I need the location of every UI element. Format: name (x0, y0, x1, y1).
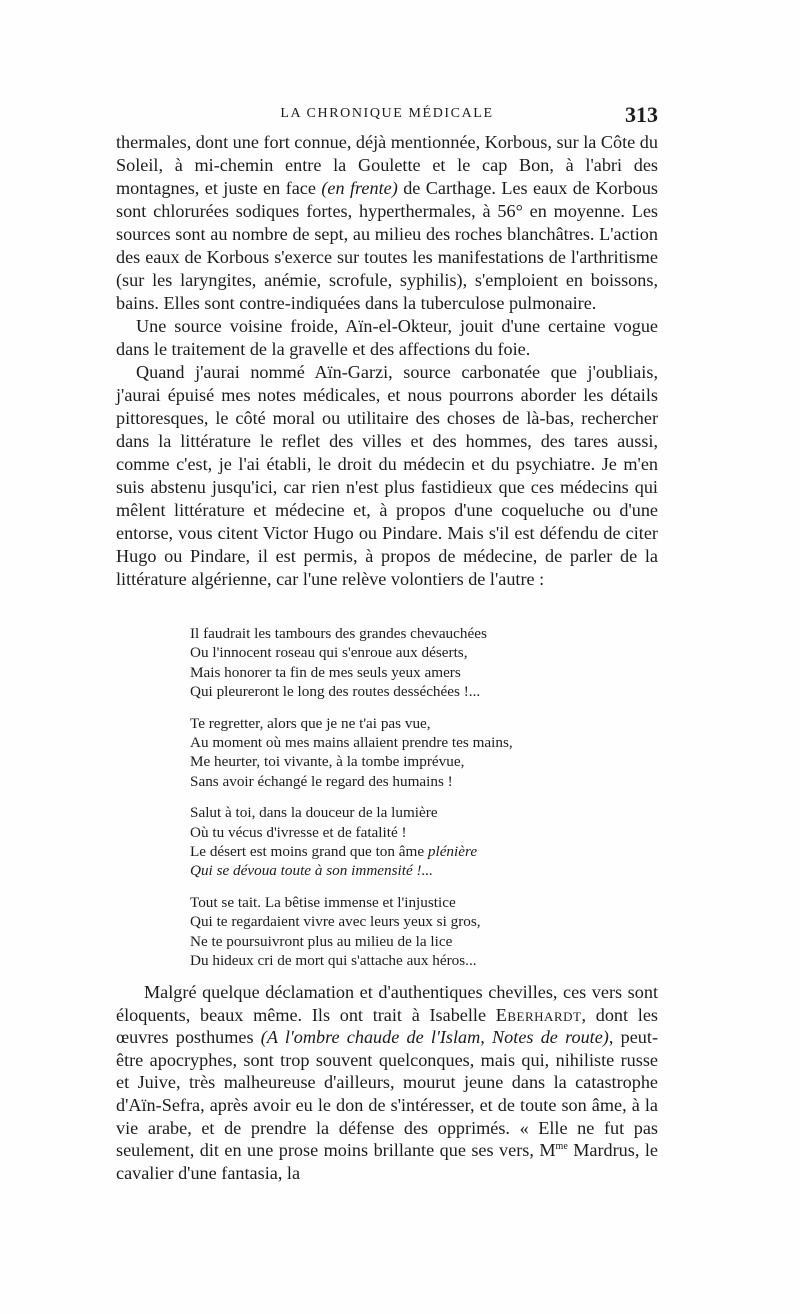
poem-verse: Salut à toi, dans la douceur de la lumière (190, 804, 438, 822)
page-header (116, 102, 658, 130)
poem-verse-italic: plénière (427, 843, 478, 861)
paragraph-1-part-2: de Carthage. Les eaux de Korbous sont chlorurées sodiques fortes, hyperthermales, à 56° en moyenne. Les sources sont au nombre de sept, au milieu des roches blanchâtres. L'action des eaux de Korbous s'exerce sur toutes les manifestations de l'arthritisme (sur les laryngites, anémie, scrofule, syphilis), s'emploient en boissons, bains. Elles sont contre-indiquées dans la tuberculose pulmonaire. (116, 178, 659, 313)
commentary-part-2: , dont les œuvres posthumes (116, 1004, 658, 1048)
paragraph-ain-el-okteur: Une source voisine froide, Aïn-el-Okteur, jouit d'une certaine vogue dans le traitement de la gravelle et des affections du foie. (116, 316, 658, 359)
works-title-italic: (A l'ombre chaude de l'Islam, Notes de route) (260, 1027, 609, 1048)
poem-verse: Qui te regardaient vivre avec leurs yeux si gros, (190, 913, 481, 931)
poem-verse: Qui pleureront le long des routes desséchées !... (190, 683, 481, 701)
author-name-smallcaps: Eberhardt (495, 1004, 582, 1025)
paragraph-ain-garzi: Quand j'aurai nommé Aïn-Garzi, source carbonatée que j'oubliais, j'aurai épuisé mes notes médicales, et nous pourrons aborder les détails pittoresques, le côté moral ou utilitaire des choses de là-bas, rechercher dans la littérature le reflet des villes et des hommes, des tares aussi, comme c'est, je l'ai établi, le droit du médecin et du psychiatre. Je m'en suis abstenu jusqu'ici, car rien n'est plus fastidieux que ces médecins qui mêlent littérature et médecine et, à propos d'une coqueluche ou d'une entorse, vous citent Victor Hugo ou Pindare. Mais s'il est défendu de citer Hugo ou Pindare, il est permis, à propos de médecine, de parler de la littérature algérienne, car l'une relève volontiers de l'autre : (116, 362, 658, 589)
poem-verse: Du hideux cri de mort qui s'attache aux héros... (190, 952, 477, 970)
poem-verse: Mais honorer ta fin de mes seuls yeux amers (190, 663, 461, 681)
poem-verse: Me heurter, toi vivante, à la tombe imprévue, (190, 753, 465, 771)
poem-verse: Ne te poursuivront plus au milieu de la lice (190, 932, 453, 950)
poem-verse: Il faudrait les tambours des grandes chevauchées (190, 625, 487, 642)
poem-stanza-3 (190, 803, 610, 881)
paragraph-continued (116, 131, 658, 315)
poem-verse (190, 842, 610, 861)
poem-verse-text: Le désert est moins grand que ton âme (190, 843, 428, 861)
commentary-part-3: , peut-être apocryphes, sont trop souvent quelconques, mais qui, nihiliste russe et Juive, très malheureuse d'ailleurs, mourut jeune dans la catastrophe d'Aïn-Sefra, après avoir eu le don de s'intéresser, et de toute son âme, à la vie arabe, et de prendre la défense des opprimés. « Elle ne fut pas seulement, dit en une prose moins brillante que ses vers, M (116, 1027, 658, 1161)
page-number: 313 (625, 102, 658, 127)
title-superscript: me (555, 1141, 568, 1153)
poem (190, 624, 610, 971)
paragraph-1-italic: (en frente) (321, 178, 398, 198)
poem-verse: Tout se tait. La bêtise immense et l'injustice (190, 893, 456, 911)
poem-stanza-2 (190, 714, 610, 792)
commentary-part-4: Mardrus, le cavalier d'une fantasia, la (116, 1140, 658, 1183)
paragraph-1-part-1: thermales, dont une fort connue, déjà mentionnée, Korbous, sur la Côte du Soleil, à mi-chemin entre la Goulette et le cap Bon, à l'abri des montagnes, et juste en face (116, 132, 658, 198)
paragraph-eberhardt (116, 981, 658, 1184)
main-text (116, 131, 658, 591)
poem-verse: Te regretter, alors que je ne t'ai pas vue, (190, 714, 431, 732)
running-title: LA CHRONIQUE MÉDICALE (280, 106, 494, 121)
poem-verse-italic: Qui se dévoua toute à son immensité !... (190, 862, 433, 880)
poem-verse: Où tu vécus d'ivresse et de fatalité ! (190, 823, 407, 841)
poem-verse: Ou l'innocent roseau qui s'enroue aux déserts, (190, 644, 468, 662)
poem-verse: Sans avoir échangé le regard des humains ! (190, 772, 453, 790)
commentary-part-1: Malgré quelque déclamation et d'authentiques chevilles, ces vers sont éloquents, beaux même. Ils ont trait à Isabelle (116, 982, 658, 1025)
poem-stanza-4 (190, 893, 610, 971)
commentary-text (116, 981, 658, 1184)
poem-verse: Au moment où mes mains allaient prendre tes mains, (190, 734, 513, 752)
poem-verse (190, 861, 610, 880)
poem-stanza-1 (190, 624, 610, 702)
